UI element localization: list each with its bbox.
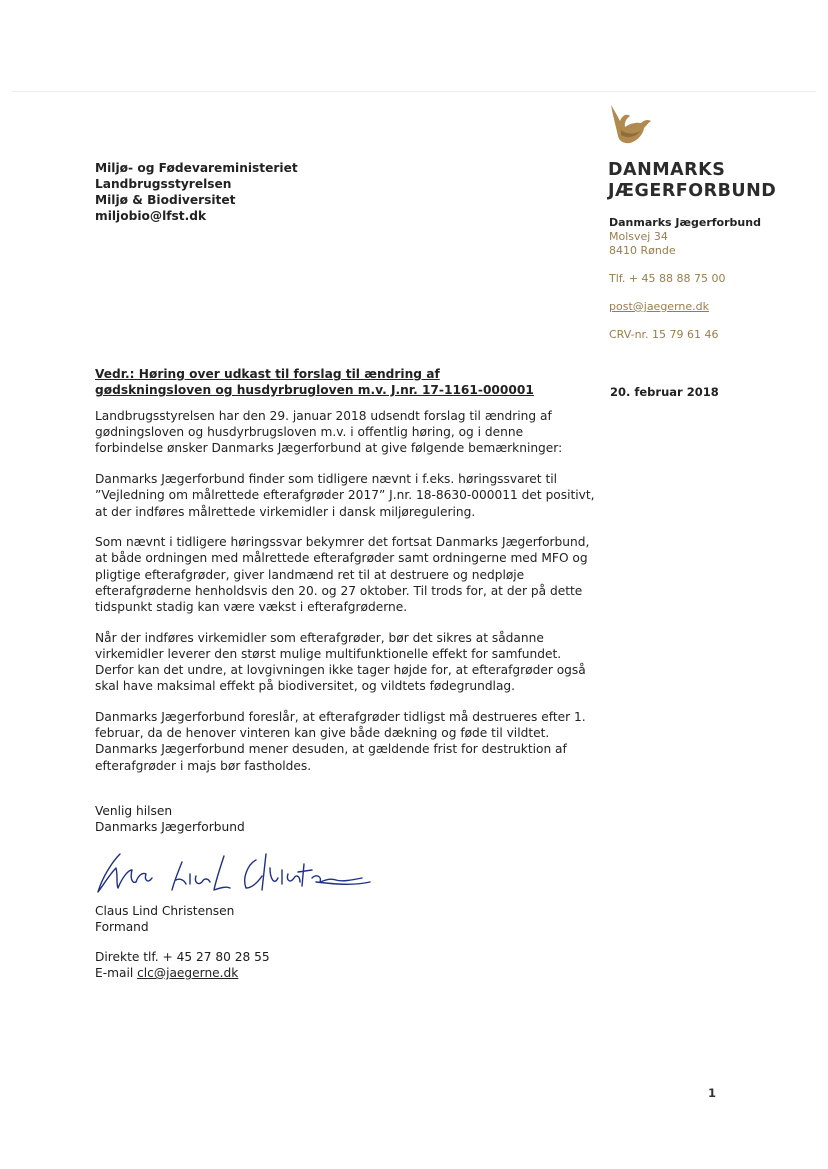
signer-email-link[interactable]: clc@jaegerne.dk xyxy=(137,966,239,980)
logo-text-line1: DANMARKS xyxy=(608,160,726,180)
sender-phone: Tlf. + 45 88 88 75 00 xyxy=(609,272,726,285)
recipient-email: miljobio@lfst.dk xyxy=(95,209,207,223)
sender-organization: Danmarks Jægerforbund xyxy=(609,216,761,229)
duck-icon xyxy=(608,104,652,150)
signer-phone: Direkte tlf. + 45 27 80 28 55 xyxy=(95,950,270,964)
sender-email-link[interactable]: post@jaegerne.dk xyxy=(609,300,709,313)
signer-contact xyxy=(95,949,270,981)
sender-cvr: CRV-nr. 15 79 61 46 xyxy=(609,328,719,341)
body-paragraph: Danmarks Jægerforbund foreslår, at efterafgrøder tidligst må destrueres efter 1. februar, da de henover vinteren kan give både dækning og føde til vildtet. Danmarks Jægerforbund mener desuden, at gældende frist for destruktion af efterafgrøder i majs bør fastholdes. xyxy=(95,710,586,773)
signer-email-line xyxy=(95,965,270,981)
sender-block xyxy=(609,216,761,342)
body-paragraph: Danmarks Jægerforbund finder som tidligere nævnt i f.eks. høringssvaret til ”Vejledning om målrettede efterafgrøder 2017” J.nr. 18-8630-000011 det positivt, at der indføres målrettede virkemidler i dansk miljøregulering. xyxy=(95,472,595,519)
page-top-rule xyxy=(12,91,816,92)
closing-greeting: Venlig hilsen xyxy=(95,804,173,818)
sender-street: Molsvej 34 xyxy=(609,230,668,243)
letter-body xyxy=(95,408,595,788)
sender-city: 8410 Rønde xyxy=(609,244,676,257)
page-number: 1 xyxy=(708,1086,717,1100)
organization-logo xyxy=(608,104,798,202)
body-paragraph: Som nævnt i tidligere høringssvar bekymrer det fortsat Danmarks Jægerforbund, at både ordningen med målrettede efterafgrøder samt ordningerne med MFO og pligtige efterafgrøder, giver landmænd ret til at destruere og nedpløje efterafgrøderne henholdsvis den 20. og 27 oktober. Til trods for, at der på dette tidspunkt stadig kan være vækst i efterafgrøderne. xyxy=(95,535,590,615)
signer-email-label: E-mail xyxy=(95,966,138,980)
closing-organization: Danmarks Jægerforbund xyxy=(95,820,245,834)
body-paragraph: Når der indføres virkemidler som efterafgrøder, bør det sikres at sådanne virkemidler leverer den størst mulige multifunktionelle effekt for samfundet. Derfor kan det undre, at lovgivningen ikke tager højde for, at efterafgrøder også skal have maksimal effekt på biodiversitet, og vildtets fødegrundlag. xyxy=(95,630,586,694)
recipient-line: Miljø- og Fødevareministeriet xyxy=(95,161,298,175)
signer-title: Formand xyxy=(95,920,149,934)
signature-drawing xyxy=(90,848,390,902)
recipient-address xyxy=(95,160,298,224)
letter-date: 20. februar 2018 xyxy=(610,385,719,399)
logo-text-line2: JÆGERFORBUND xyxy=(608,181,777,201)
recipient-line: Landbrugsstyrelsen xyxy=(95,177,232,191)
signer-block xyxy=(95,903,234,935)
handwritten-signature xyxy=(90,848,390,906)
recipient-line: Miljø & Biodiversitet xyxy=(95,193,236,207)
closing-block xyxy=(95,803,245,835)
signer-name: Claus Lind Christensen xyxy=(95,904,235,918)
body-paragraph: Landbrugsstyrelsen har den 29. januar 2018 udsendt forslag til ændring af gødningsloven og husdyrbrugsloven m.v. i offentlig høring, og i denne forbindelse ønsker Danmarks Jægerforbund at give følgende bemærkninger: xyxy=(95,409,563,456)
letter-subject: Vedr.: Høring over udkast til forslag til ændring af gødskningsloven og husdyrbrugloven m.v. J.nr. 17-1161-000001 xyxy=(95,367,534,397)
